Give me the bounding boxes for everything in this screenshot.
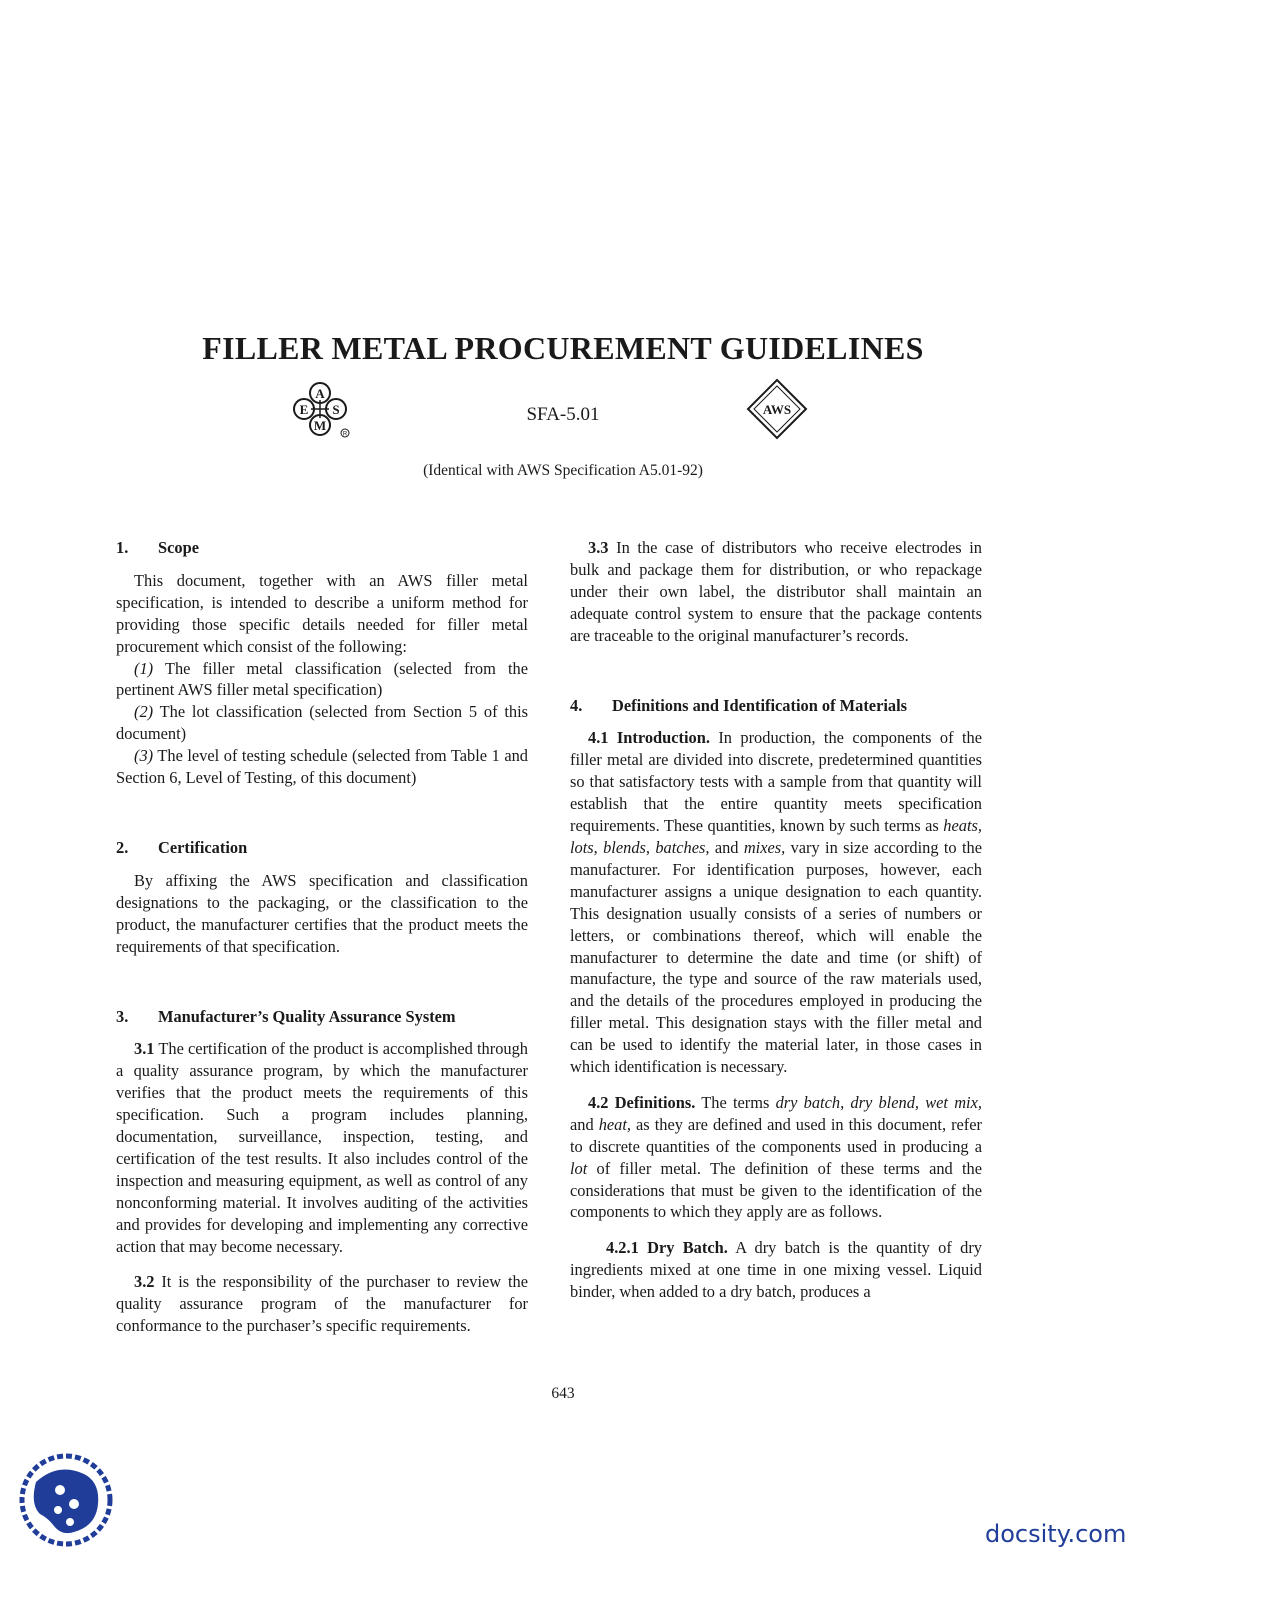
paragraph-text: The terms (695, 1092, 776, 1112)
asme-letter-a: A (315, 386, 325, 401)
document-title: FILLER METAL PROCUREMENT GUIDELINES (202, 330, 924, 366)
left-column (116, 537, 528, 1337)
paragraph-heading: 4.2.1 Dry Batch. (606, 1238, 728, 1258)
paragraph-4-2 (570, 1092, 982, 1223)
section-3-heading (116, 1006, 528, 1028)
paragraph-text: In the case of distributors who receive electrodes in bulk and package them for distribution, or who repackage under their own label, the distributor shall maintain an adequate control system to ensure that the package contents are traceable to the original manufacturer’s records. (570, 538, 982, 645)
paragraph-3-1 (116, 1038, 528, 1257)
svg-text:R: R (342, 431, 348, 438)
section-4-heading (570, 695, 982, 717)
docsity-watermark[interactable]: docsity.com (985, 1520, 1127, 1548)
certification-paragraph: By affixing the AWS specification and classification designations to the packaging, or the classification to the product, the manufacturer certifies that the product meets the requirements of that specification. (116, 870, 528, 956)
identical-note: (Identical with AWS Specification A5.01-92) (423, 462, 703, 479)
item-text: The filler metal classification (selected from the pertinent AWS filler metal specification) (116, 658, 528, 700)
italic-term: heats, lots, blends, batches, (570, 816, 982, 857)
paragraph-3-3 (570, 537, 982, 647)
section-title: Manufacturer’s Quality Assurance System (158, 1006, 456, 1026)
paragraph-text: as they are defined and used in this document, refer to discrete quantities of the components used in producing a (570, 1114, 982, 1156)
page-number: 643 (551, 1385, 575, 1402)
scope-item-1 (116, 658, 528, 702)
item-text: The level of testing schedule (selected from Table 1 and Section 6, Level of Testing, of this document) (116, 746, 528, 788)
section-title: Scope (158, 538, 199, 557)
asme-letter-m: M (313, 418, 327, 433)
paragraph-text: and (709, 837, 744, 857)
item-text: The lot classification (selected from Section 5 of this document) (116, 702, 528, 744)
section-number: 3. (116, 1006, 129, 1026)
item-number: (1) (134, 658, 154, 678)
paragraph-text: and (570, 1114, 599, 1134)
scope-paragraph: This document, together with an AWS filler metal specification, is intended to describe a uniform method for providing those specific details needed for filler metal procurement which consist of the following: (116, 570, 528, 656)
italic-term: mixes, (743, 837, 786, 857)
asme-letter-s: S (332, 402, 340, 417)
asme-letter-e: E (299, 402, 309, 417)
italic-term: dry batch, dry blend, wet mix, (775, 1092, 982, 1112)
paragraph-number: 3.1 (134, 1039, 155, 1059)
section-title: Definitions and Identification of Materials (612, 695, 908, 715)
paragraph-number: 3.2 (134, 1272, 155, 1292)
docsity-badge-logo (18, 1452, 114, 1548)
paragraph-4-1 (570, 727, 982, 1078)
paragraph-text: In production, the components of the filler metal are divided into discrete, predetermined quantities so that satisfactory tests with a sample from that quantity will establish that the entire quantity meets specification requirements. These quantities, known by such terms as (570, 728, 983, 836)
section-number: 2. (116, 837, 129, 857)
paragraph-3-2 (116, 1271, 528, 1337)
paragraph-text: The certification of the product is accomplished through a quality assurance program, by which the manufacturer verifies that the product meets the requirements of this specification. Such a program includes planning, documentation, surveillance, inspection, testing, and certification of the test results. It also includes control of the inspection and measuring equipment, as well as control of any nonconforming material. It involves auditing of the activities and provides for developing and implementing any corrective action that may become necessary. (116, 1039, 528, 1256)
designation: SFA-5.01 (526, 404, 600, 425)
paragraph-number: 3.3 (588, 538, 609, 557)
section-title: Certification (158, 837, 248, 857)
section-number: 1. (116, 538, 129, 557)
right-column (570, 537, 982, 1303)
paragraph-text: A dry batch is the quantity of dry ingredients mixed at one time in one mixing vessel. Liquid binder, when added to a dry batch, produces a (570, 1238, 983, 1302)
section-2-heading (116, 837, 528, 859)
aws-logo (746, 378, 808, 440)
italic-term: heat, (598, 1114, 632, 1134)
section-1-heading (116, 537, 528, 559)
aws-logo-text: AWS (762, 402, 792, 417)
paragraph-text: of filler metal. The definition of these terms and the considerations that must be given to the identification of the components to which they apply are as follows. (570, 1158, 982, 1222)
item-number: (2) (134, 702, 154, 722)
scope-item-2 (116, 701, 528, 745)
item-number: (3) (134, 746, 154, 766)
paragraph-text: vary in size according to the manufacturer. For identification purposes, however, each manufacturer assigns a unique designation to each quantity. This designation usually consists of a series of numbers or letters, or combinations thereof, which will enable the manufacturer to determine the date and time (or shift) of manufacture, the type and source of the raw materials used, and the details of the procedures employed in producing the filler metal. This designation stays with the filler metal and can be used to identify the material later, in those cases in which identification is necessary. (570, 837, 982, 1077)
paragraph-heading: 4.1 Introduction. (588, 728, 710, 748)
paragraph-4-2-1 (570, 1237, 982, 1303)
paragraph-heading: 4.2 Definitions. (588, 1092, 696, 1112)
paragraph-text: It is the responsibility of the purchaser to review the quality assurance program of the manufacturer for conformance to the purchaser’s specific requirements. (116, 1272, 528, 1336)
section-number: 4. (570, 695, 583, 715)
italic-term: lot (570, 1158, 588, 1178)
scope-item-3 (116, 745, 528, 789)
